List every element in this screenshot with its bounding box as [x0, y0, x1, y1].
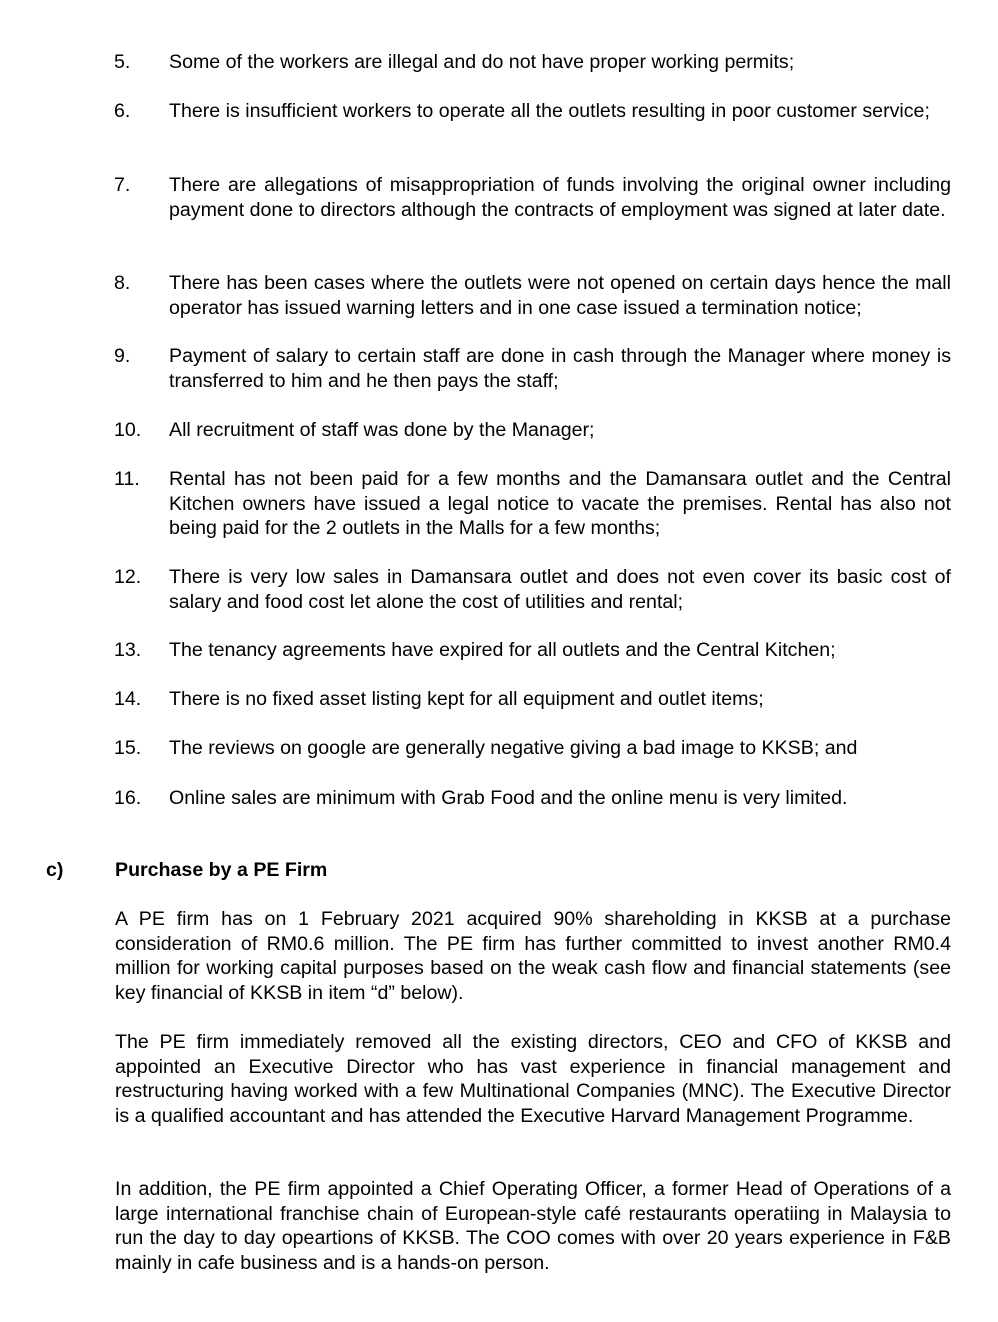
- item-text: All recruitment of staff was done by the Manager;: [169, 419, 595, 441]
- item-text: The tenancy agreements have expired for all outlets and the Central Kitchen;: [169, 639, 836, 661]
- item-text: Rental has not been paid for a few months and the Damansara outlet and the Central Kitchen owners have issued a legal notice to vacate the premises. Rental has also not being paid for the 2 outlets in the Malls for a few months;: [169, 468, 951, 539]
- item-number: 8.: [114, 272, 131, 294]
- item-text: There is no fixed asset listing kept for all equipment and outlet items;: [169, 688, 764, 710]
- paragraph: In addition, the PE firm appointed a Chief Operating Officer, a former Head of Operations of a large international franchise chain of European-style café restaurants operatiing in Malaysia to run the day to day opeartions of KKSB. The COO comes with over 20 years experience in F&B mainly in cafe business and is a hands-on person.: [115, 1178, 951, 1274]
- paragraph: The PE firm immediately removed all the existing directors, CEO and CFO of KKSB and appointed an Executive Director who has vast experience in financial management and restructuring having worked with a few Multinational Companies (MNC). The Executive Director is a qualified accountant and has attended the Executive Harvard Management Programme.: [115, 1031, 951, 1127]
- item-number: 11.: [114, 468, 140, 490]
- item-text: Some of the workers are illegal and do not have proper working permits;: [169, 51, 795, 73]
- item-number: 5.: [114, 51, 131, 73]
- item-text: Payment of salary to certain staff are done in cash through the Manager where money is transferred to him and he then pays the staff;: [169, 345, 951, 392]
- item-number: 9.: [114, 345, 131, 367]
- item-text: There are allegations of misappropriation of funds involving the original owner including payment done to directors although the contracts of employment was signed at later date.: [169, 174, 951, 221]
- item-number: 7.: [114, 174, 131, 196]
- item-text: Online sales are minimum with Grab Food and the online menu is very limited.: [169, 787, 848, 809]
- item-text: There is very low sales in Damansara outlet and does not even cover its basic cost of salary and food cost let alone the cost of utilities and rental;: [169, 566, 951, 613]
- item-number: 14.: [114, 688, 142, 710]
- item-number: 6.: [114, 100, 131, 122]
- paragraph: A PE firm has on 1 February 2021 acquired 90% shareholding in KKSB at a purchase consideration of RM0.6 million. The PE firm has further committed to invest another RM0.4 million for working capital purposes based on the weak cash flow and financial statements (see key financial of KKSB in item “d” below).: [115, 908, 951, 1004]
- item-number: 15.: [114, 737, 142, 759]
- item-text: The reviews on google are generally negative giving a bad image to KKSB; and: [169, 737, 858, 759]
- item-number: 13.: [114, 639, 142, 661]
- section-title: Purchase by a PE Firm: [115, 859, 328, 881]
- item-number: 12.: [114, 566, 142, 588]
- item-text: There has been cases where the outlets were not opened on certain days hence the mall operator has issued warning letters and in one case issued a termination notice;: [169, 272, 951, 319]
- item-text: There is insufficient workers to operate all the outlets resulting in poor customer service;: [169, 100, 930, 122]
- item-number: 16.: [114, 787, 142, 809]
- section-label: c): [46, 859, 64, 881]
- item-number: 10.: [114, 419, 142, 441]
